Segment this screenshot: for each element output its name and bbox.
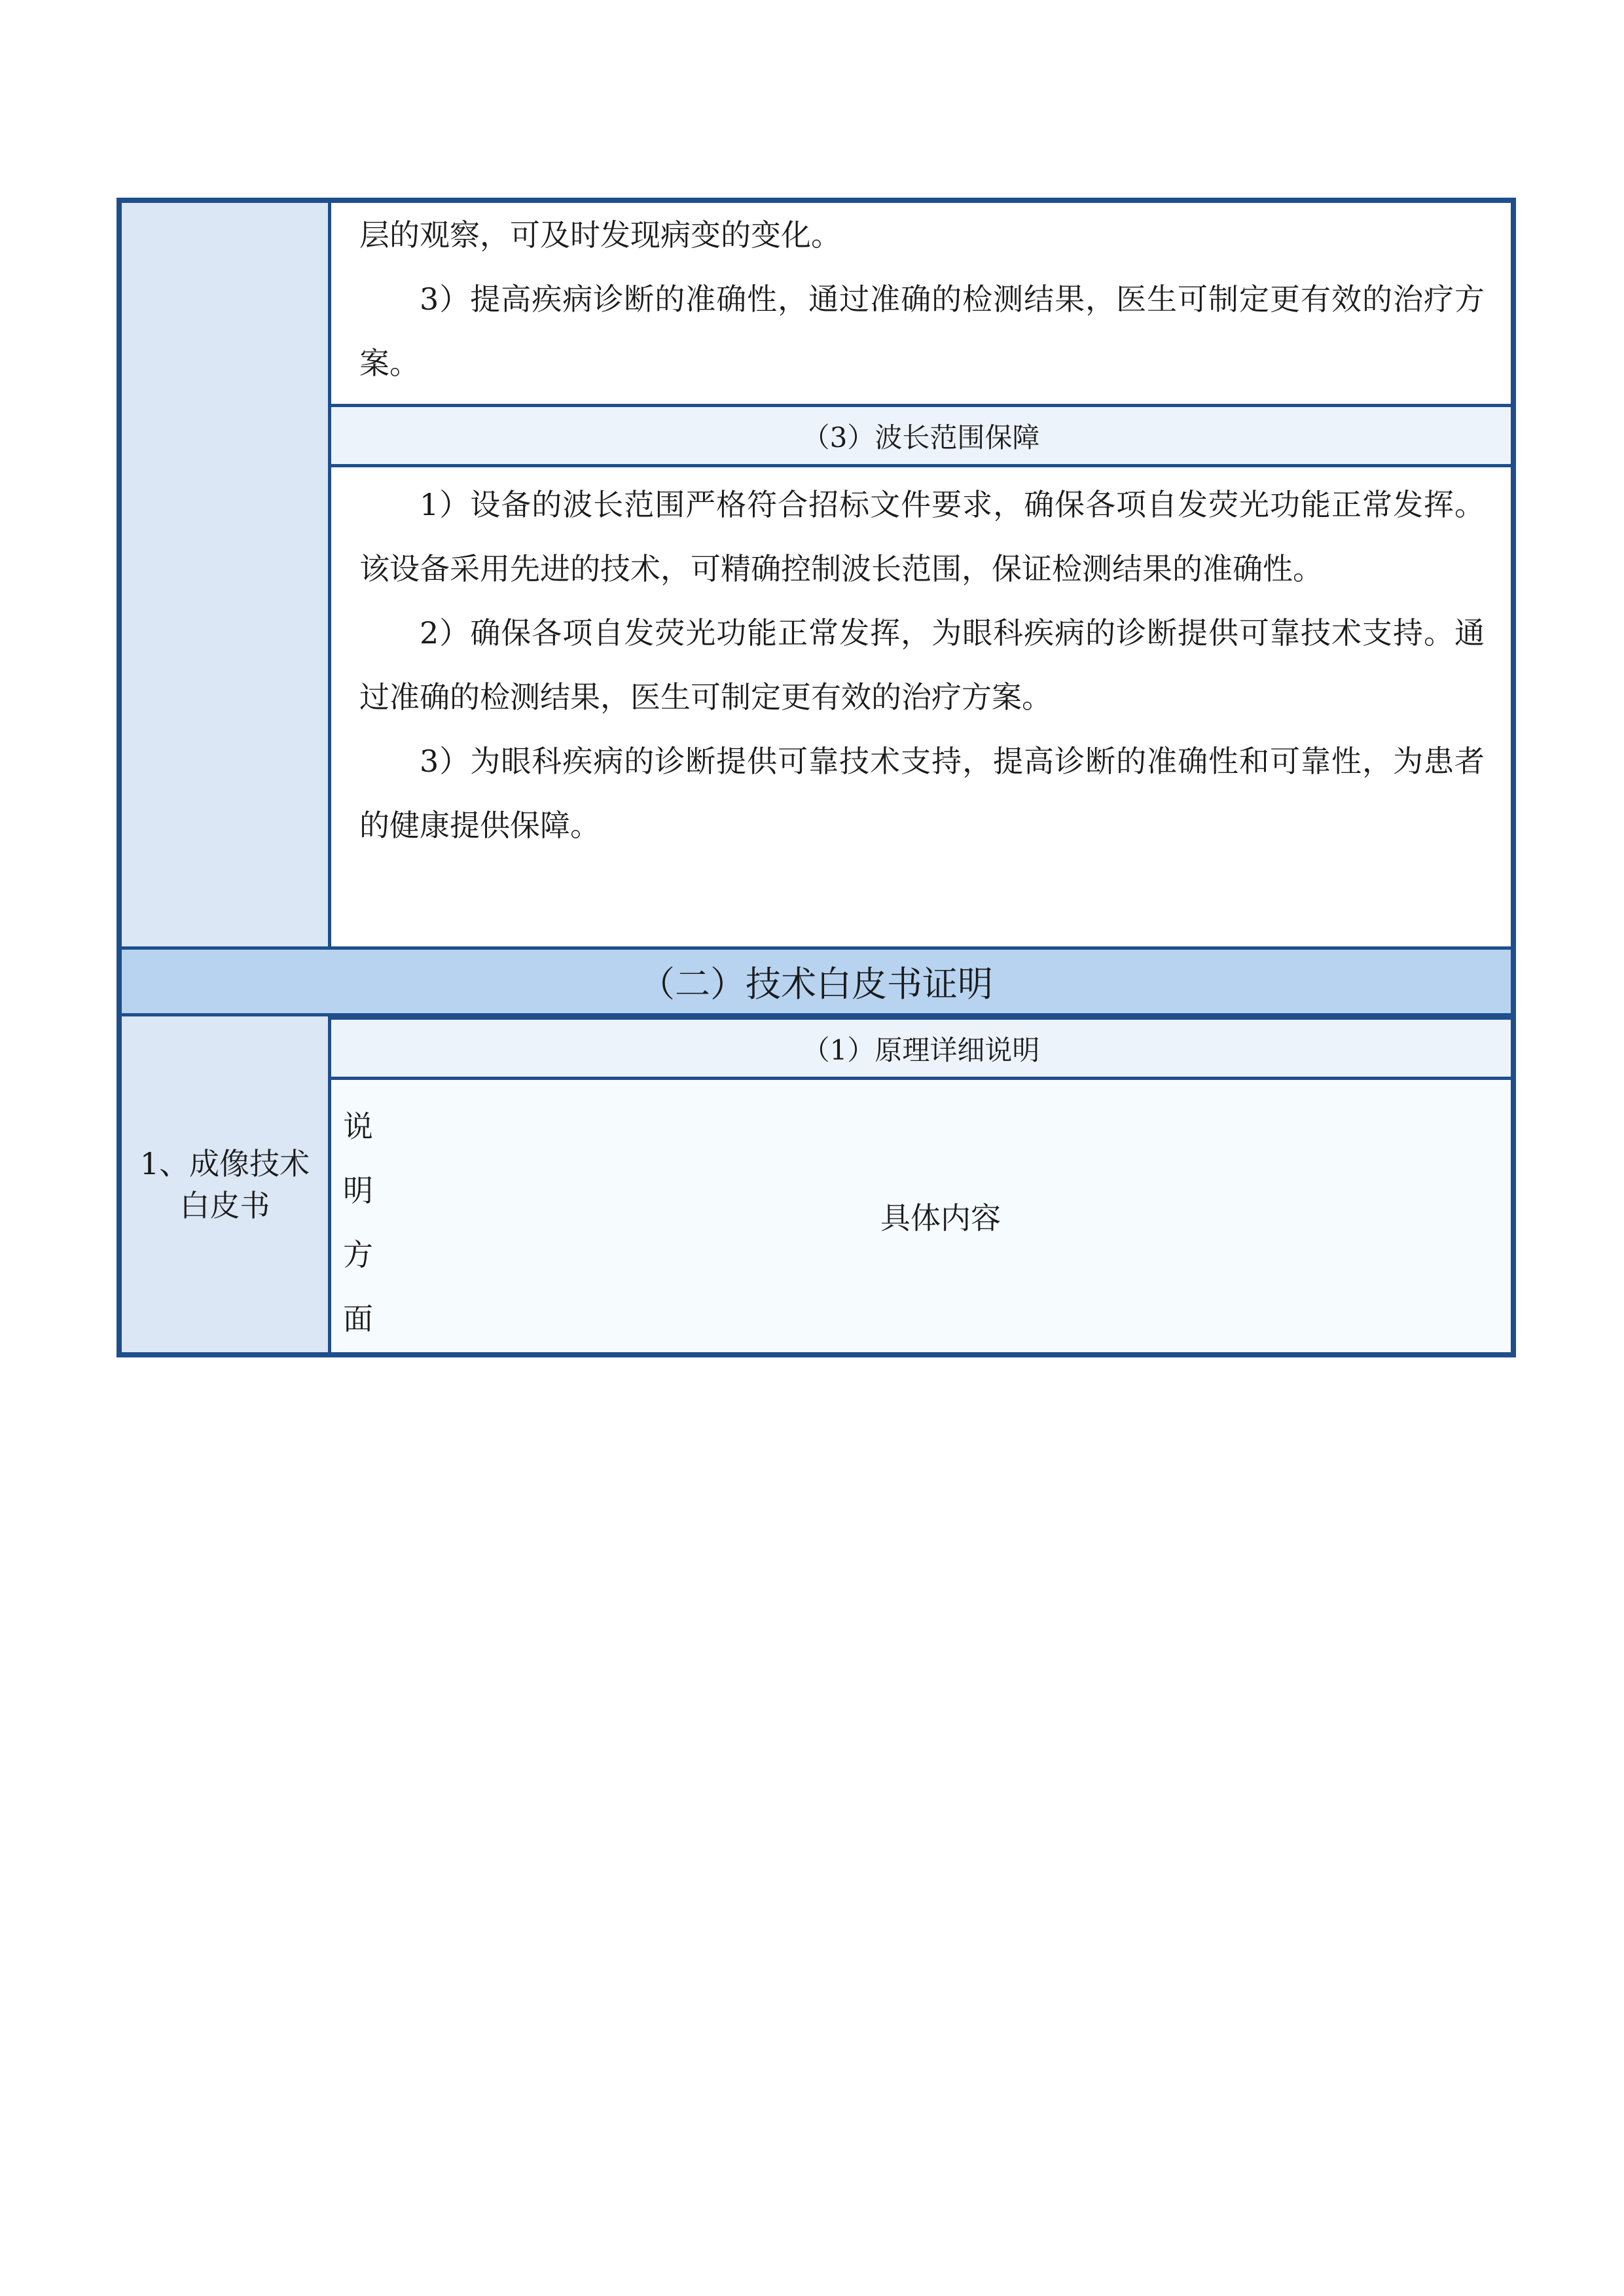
wavelength-paragraph-1: 1）设备的波长范围严格符合招标文件要求，确保各项自发荧光功能正常发挥。该设备采用先进的技术，可精确控制波长范围，保证检测结果的准确性。 xyxy=(359,487,1485,586)
wavelength-title: （3）波长范围保障 xyxy=(802,421,1040,454)
column-label-char: 明 xyxy=(343,1173,373,1208)
row-label: 1、成像技术白皮书 xyxy=(139,1145,310,1223)
column-label-char: 说 xyxy=(343,1109,373,1144)
principle-title: （1）原理详细说明 xyxy=(802,1033,1040,1066)
content-label-wrap xyxy=(331,1080,1511,1352)
document-table xyxy=(117,198,1516,1357)
left-column-cell-top xyxy=(122,203,331,946)
principle-content-cell xyxy=(331,1080,1511,1352)
continued-content-cell xyxy=(331,203,1511,404)
paragraph-diagnosis-accuracy: 3）提高疾病诊断的准确性，通过准确的检测结果，医生可制定更有效的治疗方案。 xyxy=(359,281,1485,381)
whitepaper-title: （二）技术白皮书证明 xyxy=(640,963,993,1005)
row-label-cell xyxy=(122,1016,331,1352)
content-label: 具体内容 xyxy=(880,1200,1001,1236)
whitepaper-section-header xyxy=(122,946,1511,1016)
wavelength-paragraph-2: 2）确保各项自发荧光功能正常发挥，为眼科疾病的诊断提供可靠技术支持。通过准确的检测结果，医生可制定更有效的治疗方案。 xyxy=(359,615,1485,715)
wavelength-content-cell xyxy=(331,467,1511,946)
paragraph-continued: 层的观察，可及时发现病变的变化。 xyxy=(359,217,841,253)
wavelength-paragraph-3: 3）为眼科疾病的诊断提供可靠技术支持，提高诊断的准确性和可靠性，为患者的健康提供保障。 xyxy=(359,744,1485,843)
column-label-char: 面 xyxy=(343,1301,373,1336)
wavelength-subheader xyxy=(331,404,1511,467)
principle-subheader xyxy=(331,1016,1511,1080)
column-label-char: 方 xyxy=(343,1237,373,1272)
